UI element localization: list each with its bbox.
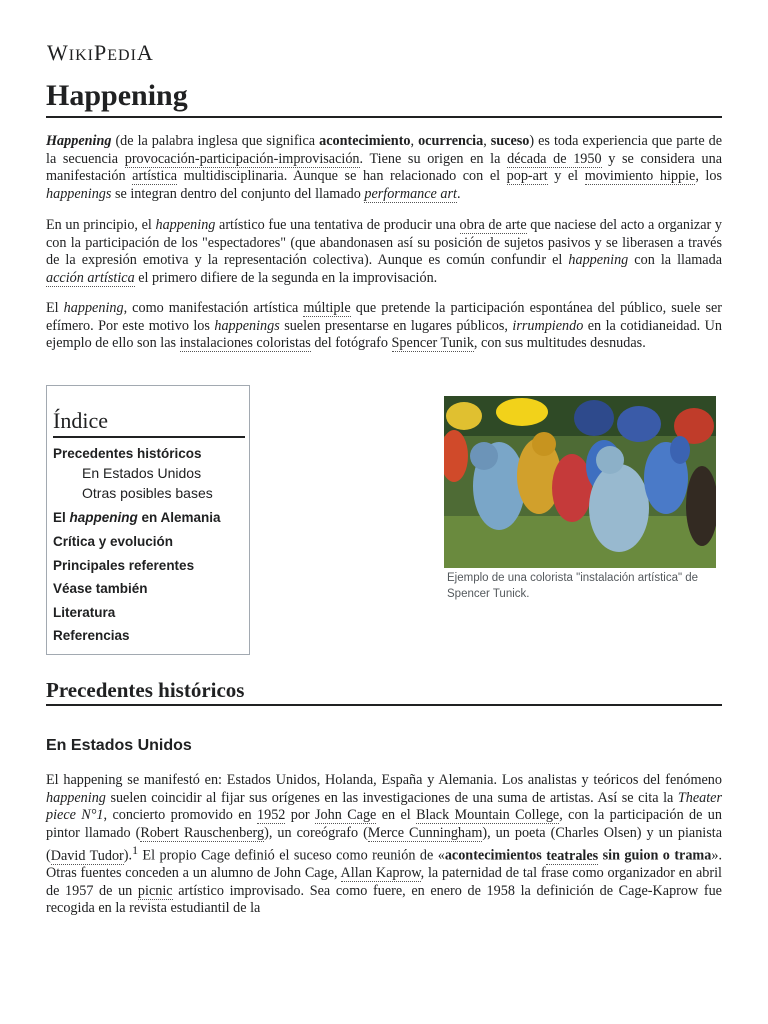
link-merce-cunningham[interactable]: Merce Cunningham xyxy=(367,824,483,841)
link-david-tudor[interactable]: David Tudor xyxy=(50,847,124,864)
link-john-cage[interactable]: John Cage xyxy=(315,807,377,823)
toc-item-vease[interactable]: Véase también xyxy=(53,581,148,596)
link-instalaciones-coloristas[interactable]: instalaciones coloristas xyxy=(179,335,311,351)
link-multiple[interactable]: múltiple xyxy=(303,300,351,316)
link-allan-kaprow[interactable]: Allan Kaprow xyxy=(340,865,421,882)
toc-item-otras-bases[interactable]: Otras posibles bases xyxy=(82,485,213,501)
figure-caption: Ejemplo de una colorista "instalación artística" de Spencer Tunick. xyxy=(447,572,699,600)
wikipedia-wordmark[interactable]: WIKIPEDIA xyxy=(47,40,154,65)
link-movimiento-hippie[interactable]: movimiento hippie xyxy=(584,168,696,184)
table-of-contents xyxy=(46,385,250,655)
intro-paragraph-2: En un principio, el happening artístico fue una tentativa de producir una obra de arte que naciese del acto a organizar y con la participación de los "espectadores" (que abandonasen así su posición de sujetos pasivos y se liberasen a través de la expresión emotiva y la representación colectiva). Aunque es común confundir el happening con la llamada acción artística el primero difiere de la segunda en la improvisación. xyxy=(46,217,722,286)
toc-item-critica[interactable]: Crítica y evolución xyxy=(53,534,174,549)
toc-item-literatura[interactable]: Literatura xyxy=(53,605,116,620)
reference-1[interactable]: 1 xyxy=(132,843,138,857)
photo-illustration xyxy=(444,396,716,568)
intro-paragraph-3: El happening, como manifestación artística múltiple que pretende la participación espontánea del público, suele ser efímero. Por este motivo los happenings suelen presentarse en lugares públicos, irrumpiendo en la cotidianeidad. Un ejemplo de ello son las instalaciones coloristas del fotógrafo Spencer Tunik, con sus multitudes desnudas. xyxy=(46,300,722,351)
toc-item-precedentes[interactable]: Precedentes históricos xyxy=(53,446,202,461)
link-decada-1950[interactable]: década de 1950 xyxy=(507,150,602,167)
toc-item-estados-unidos[interactable]: En Estados Unidos xyxy=(82,465,202,481)
page-title: Happening xyxy=(46,76,722,118)
link-black-mountain-college[interactable]: Black Mountain College xyxy=(416,807,560,823)
subsection-heading-estados-unidos: En Estados Unidos xyxy=(46,737,192,754)
installation-photo[interactable] xyxy=(444,396,716,568)
section-paragraph-1: El happening se manifestó en: Estados Unidos, Holanda, España y Alemania. Los analistas y teóricos del fenómeno happening suelen coincidir al fijar sus orígenes en las investigaciones de una suma de artistas. Así se cita la Theater piece N°1, concierto promovido en 1952 por John Cage en el Black Mountain College, con la participación de un pintor llamado (Robert Rauschenberg), un coreógrafo (Merce Cunningham), un poeta (Charles Olsen) y un pianista (David Tudor).$^1$ El propio Cage definió el suceso como reunión de «acontecimientos teatrales sin guion o trama». Otras fuentes conceden a un alumno de John Cage, Allan Kaprow, la paternidad de tal frase como organizador en abril de 1957 de un picnic artístico improvisado. Sea como fuere, en enero de 1958 la definición de Cage-Kaprow fue recogida en la revista estudiantil de la xyxy=(46,772,722,917)
link-obra-de-arte[interactable]: obra de arte xyxy=(459,217,527,233)
link-artistica[interactable]: artística xyxy=(132,168,178,184)
toc-title: Índice xyxy=(53,406,245,438)
link-robert-rauschenberg[interactable]: Robert Rauschenberg xyxy=(140,824,265,841)
section-heading-precedentes: Precedentes históricos xyxy=(46,676,722,706)
link-pop-art[interactable]: pop-art xyxy=(506,168,548,184)
link-teatrales[interactable]: teatrales xyxy=(546,847,599,864)
link-1952[interactable]: 1952 xyxy=(257,807,286,823)
link-performance-art[interactable]: performance art xyxy=(364,185,457,202)
link-accion-artistica[interactable]: acción artística xyxy=(46,269,135,286)
link-provocacion[interactable]: provocación-participación-improvisación xyxy=(124,150,360,167)
link-picnic[interactable]: picnic xyxy=(137,882,173,899)
link-spencer-tunik[interactable]: Spencer Tunik xyxy=(391,335,474,351)
toc-item-alemania[interactable]: El happening en Alemania xyxy=(53,510,221,525)
toc-item-referencias[interactable]: Referencias xyxy=(53,628,130,643)
intro-paragraph-1: Happening (de la palabra inglesa que significa acontecimiento, ocurrencia, suceso) es toda experiencia que parte de la secuencia provocación-participación-improvisación. Tiene su origen en la década de 1950 y se considera una manifestación artística multidisciplinaria. Aunque se han relacionado con el pop-art y el movimiento hippie, los happenings se integran dentro del conjunto del llamado performance art. xyxy=(46,133,723,202)
toc-item-referentes[interactable]: Principales referentes xyxy=(53,558,195,573)
